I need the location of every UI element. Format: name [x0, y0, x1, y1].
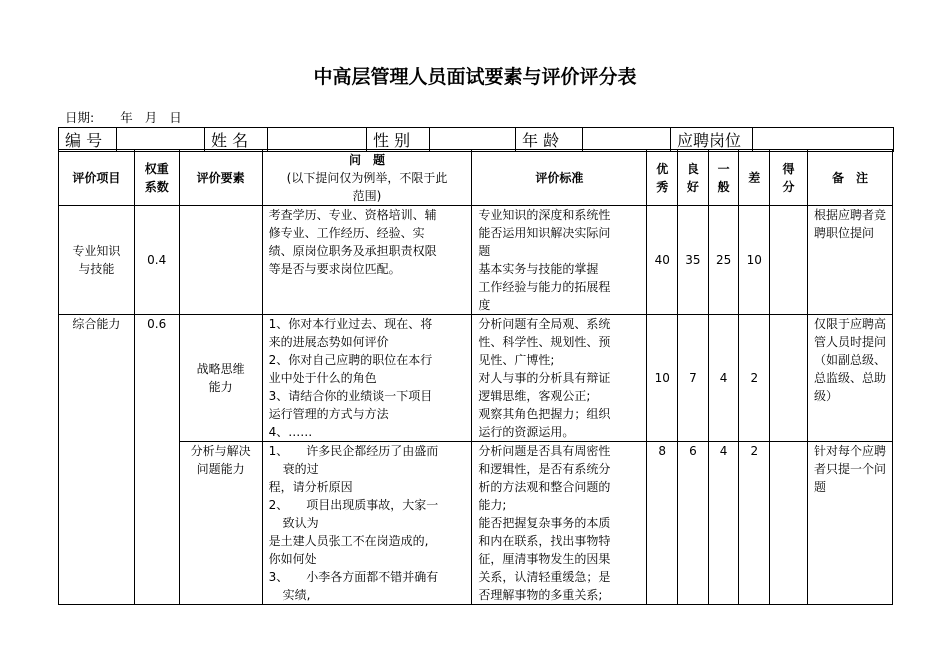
document-title: 中高层管理人员面试要素与评价评分表	[313, 66, 637, 88]
row2-remark	[807, 315, 892, 442]
row2-standard-line: 逻辑思维，客观公正;	[478, 389, 591, 403]
row3-question-line: 是土建人员张工不在岗造成的,	[268, 534, 429, 548]
row1-standard-line: 度	[478, 298, 491, 312]
date-day: 日	[169, 110, 182, 125]
row2-remark-line: 级）	[813, 389, 838, 403]
row3-standard-line: 析的方法观和整合问题的	[478, 480, 611, 494]
row2-item: 综合能力	[59, 315, 135, 605]
row1-good-score: 35	[678, 206, 709, 315]
name-value-cell	[268, 128, 367, 152]
row1-element	[179, 206, 262, 315]
row2-standard-line: 运行的资源运用。	[478, 425, 575, 439]
row2-question-line: 业中处于什么的角色	[268, 371, 377, 385]
row3-poor-score: 2	[739, 442, 770, 605]
header-standard: 评价标准	[472, 150, 647, 206]
row2-standard-line: 见性、广博性;	[478, 353, 555, 367]
row2-standard-line: 性、科学性、规划性、预	[478, 335, 611, 349]
header-average-line1: 一	[717, 161, 730, 176]
row3-standard-line: 和内在联系，找出事物特	[478, 534, 611, 548]
header-good-line2: 好	[686, 179, 699, 194]
row3-remark	[807, 442, 892, 605]
row2-poor-score: 2	[739, 315, 770, 442]
header-average	[708, 150, 739, 206]
row3-remark-line: 针对每个应聘	[813, 444, 886, 458]
row3-question	[262, 442, 472, 605]
header-average-line2: 般	[717, 179, 730, 194]
age-label: 年 龄	[516, 128, 583, 152]
header-question-line1: 问 题	[348, 152, 385, 167]
row1-average-score: 25	[708, 206, 739, 315]
table-row	[59, 442, 893, 605]
row2-good-score: 7	[678, 315, 709, 442]
row1-remark	[807, 206, 892, 315]
table-row	[59, 206, 893, 315]
header-score-line2: 分	[782, 179, 795, 194]
row3-excellent-score: 8	[647, 442, 678, 605]
row3-score-cell	[770, 442, 808, 605]
row1-standard	[472, 206, 647, 315]
row1-question-line: 修专业、工作经历、经验、实	[268, 226, 425, 240]
header-weight-line1: 权重	[144, 161, 169, 176]
row2-question-line: 1、你对本行业过去、现在、将	[268, 317, 433, 331]
row3-standard-line: 能力;	[478, 498, 507, 512]
row1-poor-score: 10	[739, 206, 770, 315]
header-score	[770, 150, 808, 206]
row1-standard-line: 题	[478, 244, 491, 258]
row1-question	[262, 206, 472, 315]
header-question	[262, 150, 472, 206]
row2-standard-line: 观察其角色把握力；组织	[478, 407, 611, 421]
position-label: 应聘岗位	[671, 128, 753, 152]
evaluation-table	[58, 149, 893, 605]
header-remark: 备 注	[807, 150, 892, 206]
row3-element-line2: 问题能力	[196, 462, 245, 476]
row3-good-score: 6	[678, 442, 709, 605]
row3-element-line1: 分析与解决	[190, 444, 251, 458]
row2-weight: 0.6	[134, 315, 179, 605]
table-row	[59, 315, 893, 442]
row2-remark-line: 仅限于应聘高	[813, 317, 886, 331]
row1-excellent-score: 40	[647, 206, 678, 315]
header-question-line3: 范围)	[352, 188, 382, 203]
header-poor: 差	[739, 150, 770, 206]
table-header-row	[59, 150, 893, 206]
row1-standard-line: 专业知识的深度和系统性	[478, 208, 611, 222]
id-value-cell	[117, 128, 205, 152]
row3-question-line: 3、 小李各方面都不错并确有	[268, 570, 439, 584]
row3-question-line: 1、 许多民企都经历了由盛而	[268, 444, 439, 458]
row2-element-line1: 战略思维	[196, 362, 245, 376]
gender-label: 性 别	[367, 128, 430, 152]
header-excellent-line1: 优	[656, 161, 669, 176]
row1-question-line: 等是否与要求岗位匹配。	[268, 262, 401, 276]
row1-standard-line: 工作经验与能力的拓展程	[478, 280, 611, 294]
position-value-cell	[753, 128, 894, 152]
row1-remark-line: 根据应聘者竞	[813, 208, 886, 222]
row3-standard-line: 征，厘清事物发生的因果	[478, 552, 611, 566]
row2-excellent-score: 10	[647, 315, 678, 442]
row2-element	[179, 315, 262, 442]
header-score-line1: 得	[782, 161, 795, 176]
row1-weight: 0.4	[134, 206, 179, 315]
row3-standard-line: 关系，认清轻重缓急；是	[478, 570, 611, 584]
row1-question-line: 考查学历、专业、资格培训、辅	[268, 208, 437, 222]
header-element: 评价要素	[179, 150, 262, 206]
row2-remark-line: 管人员时提问	[813, 335, 886, 349]
row1-item-line2: 与技能	[78, 262, 115, 276]
row2-standard-line: 分析问题有全局观、系统	[478, 317, 611, 331]
date-year: 年	[120, 110, 133, 125]
age-value-cell	[583, 128, 671, 152]
header-weight	[134, 150, 179, 206]
row2-question-line: 4、……	[268, 425, 313, 439]
header-good-line1: 良	[686, 161, 699, 176]
row1-item-line1: 专业知识	[72, 244, 121, 258]
name-label: 姓 名	[205, 128, 268, 152]
row2-standard-line: 对人与事的分析具有辩证	[478, 371, 611, 385]
row3-question-line: 程，请分析原因	[268, 480, 353, 494]
row1-question-line: 绩、原岗位职务及承担职责权限	[268, 244, 437, 258]
row3-question-line: 2、 项目出现质事故，大家一	[268, 498, 439, 512]
header-excellent-line2: 秀	[656, 179, 669, 194]
row2-question	[262, 315, 472, 442]
row2-standard	[472, 315, 647, 442]
date-label: 日期:	[65, 110, 95, 125]
row1-item	[59, 206, 135, 315]
row3-question-line: 实绩,	[282, 588, 311, 602]
row3-element	[179, 442, 262, 605]
row2-remark-line: 总监级、总助	[813, 371, 886, 385]
row3-average-score: 4	[708, 442, 739, 605]
header-item: 评价项目	[59, 150, 135, 206]
row2-score-cell	[770, 315, 808, 442]
date-line	[65, 108, 194, 126]
row3-question-line: 你如何处	[268, 552, 317, 566]
row2-question-line: 来的进展态势如何评价	[268, 335, 389, 349]
row2-question-line: 2、你对自己应聘的职位在本行	[268, 353, 433, 367]
row3-remark-line: 者只提一个问	[813, 462, 886, 476]
row2-remark-line: （如副总级、	[813, 353, 886, 367]
header-question-line2: (以下提问仅为例举，不限于此	[286, 170, 448, 185]
row3-standard-line: 否理解事物的多重关系;	[478, 588, 603, 602]
row2-question-line: 3、请结合你的业绩谈一下项目	[268, 389, 433, 403]
header-weight-line2: 系数	[144, 179, 169, 194]
row1-standard-line: 能否运用知识解决实际问	[478, 226, 611, 240]
row3-standard-line: 和逻辑性，是否有系统分	[478, 462, 611, 476]
row3-standard	[472, 442, 647, 605]
row3-standard-line: 能否把握复杂事务的本质	[478, 516, 611, 530]
row3-question-line: 致认为	[282, 516, 319, 530]
header-excellent	[647, 150, 678, 206]
row1-standard-line: 基本实务与技能的掌握	[478, 262, 599, 276]
row1-score-cell	[770, 206, 808, 315]
id-label: 编 号	[59, 128, 117, 152]
row2-average-score: 4	[708, 315, 739, 442]
row3-question-line: 衰的过	[282, 462, 319, 476]
row3-standard-line: 分析问题是否具有周密性	[478, 444, 611, 458]
date-month: 月	[144, 110, 158, 125]
row2-question-line: 运行管理的方式与方法	[268, 407, 389, 421]
gender-value-cell	[430, 128, 516, 152]
row3-remark-line: 题	[813, 480, 826, 494]
row2-element-line2: 能力	[208, 380, 233, 394]
header-good	[678, 150, 709, 206]
row1-remark-line: 聘职位提问	[813, 226, 874, 240]
